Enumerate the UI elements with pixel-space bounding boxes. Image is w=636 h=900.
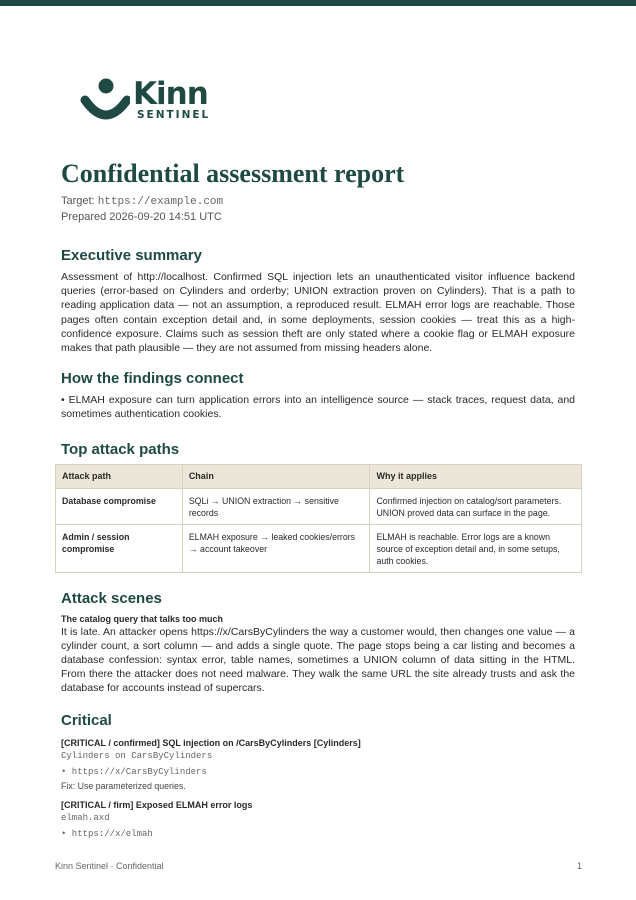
- finding-detail: Cylinders on CarsByCylinders: [61, 750, 213, 761]
- attack-scenes-section: [61, 589, 575, 696]
- attack-scenes-heading: Attack scenes: [61, 589, 162, 607]
- table-row: [56, 488, 582, 524]
- scene-text: It is late. An attacker opens https://x/CarsByCylinders the way a customer would, then changes one value — a cylinder count, a sort column — and adds a single quote. The page stops being a car listing and becomes a database confession: syntax error, table names, sometimes a UNION column of data sitting in the HTML. From there the attacker does not need malware. They walk the same URL the site already trusts and ask the database for accounts instead of supercars.: [61, 625, 575, 695]
- attack-path-cell: Admin / session compromise: [56, 524, 183, 572]
- finding-detail: elmah.axd: [61, 812, 110, 823]
- target-value: https://example.com: [97, 196, 224, 208]
- report-target: [61, 194, 575, 210]
- column-header-chain: Chain: [182, 464, 370, 488]
- connections-section: [61, 369, 575, 421]
- brand-tagline: SENTINEL: [137, 109, 211, 121]
- report-title: Confidential assessment report: [61, 159, 405, 188]
- top-accent-bar: [0, 0, 636, 6]
- attack-paths-heading: Top attack paths: [61, 440, 180, 458]
- column-header-attack-path: Attack path: [56, 464, 183, 488]
- why-cell: Confirmed injection on catalog/sort parameters. UNION proved data can surface in the page.: [370, 488, 582, 524]
- finding-title: [CRITICAL / firm] Exposed ELMAH error logs: [61, 799, 253, 810]
- executive-summary-heading: Executive summary: [61, 247, 202, 264]
- chain-cell: SQLi → UNION extraction → sensitive records: [182, 488, 370, 524]
- why-cell: ELMAH is reachable. Error logs are a known source of exception detail and, in some setups, auth cookies.: [370, 524, 582, 572]
- report-content: [61, 158, 575, 841]
- connections-heading: How the findings connect: [61, 370, 244, 388]
- brand-name: Kinn: [133, 76, 208, 112]
- finding-item: [61, 799, 575, 841]
- finding-title: [CRITICAL / confirmed] SQL injection on /CarsByCylinders [Cylinders]: [61, 737, 361, 748]
- column-header-why: Why it applies: [370, 464, 582, 488]
- footer-label: Kinn Sentinel · Confidential: [55, 861, 164, 871]
- chain-cell: ELMAH exposure → leaked cookies/errors → account takeover: [182, 524, 370, 572]
- report-prepared: Prepared 2026-09-20 14:51 UTC: [61, 211, 222, 223]
- finding-item: [61, 737, 575, 793]
- page-footer: [55, 861, 582, 871]
- brand-logo: [80, 78, 260, 124]
- table-row: [56, 524, 582, 572]
- smile-logo-icon: [80, 78, 130, 124]
- critical-section: [61, 711, 575, 841]
- target-label: Target:: [61, 195, 95, 207]
- connections-text: • ELMAH exposure can turn application errors into an intelligence source — stack traces, request data, and sometimes authentication cookies.: [61, 394, 575, 421]
- attack-path-cell: Database compromise: [56, 488, 183, 524]
- attack-paths-section: [61, 440, 575, 573]
- critical-heading: Critical: [61, 711, 112, 729]
- attack-paths-table: [55, 464, 582, 573]
- executive-summary-text: Assessment of http://localhost. Confirmed SQL injection lets an unauthenticated visitor influence backend queries (error-based on Cylinders and orderby; UNION extraction proven on Cylinders). That is a path to reading application data — not an assumption, a reproduced result. ELMAH error logs are reachable. Those pages often contain exception detail and, in some deployments, session cookies — treat this as a high-confidence exposure. Claims such as session theft are only stated where a cookie flag or ELMAH exposure makes that path plausible — they are not assumed from missing headers alone.: [61, 271, 575, 355]
- executive-summary-section: [61, 246, 575, 355]
- scene-title: The catalog query that talks too much: [61, 613, 224, 624]
- page-number: 1: [576, 861, 582, 871]
- finding-fix: Fix: Use parameterized queries.: [61, 780, 186, 791]
- finding-url: • https://x/elmah: [61, 828, 153, 839]
- finding-url: • https://x/CarsByCylinders: [61, 766, 207, 777]
- table-header-row: [56, 464, 582, 488]
